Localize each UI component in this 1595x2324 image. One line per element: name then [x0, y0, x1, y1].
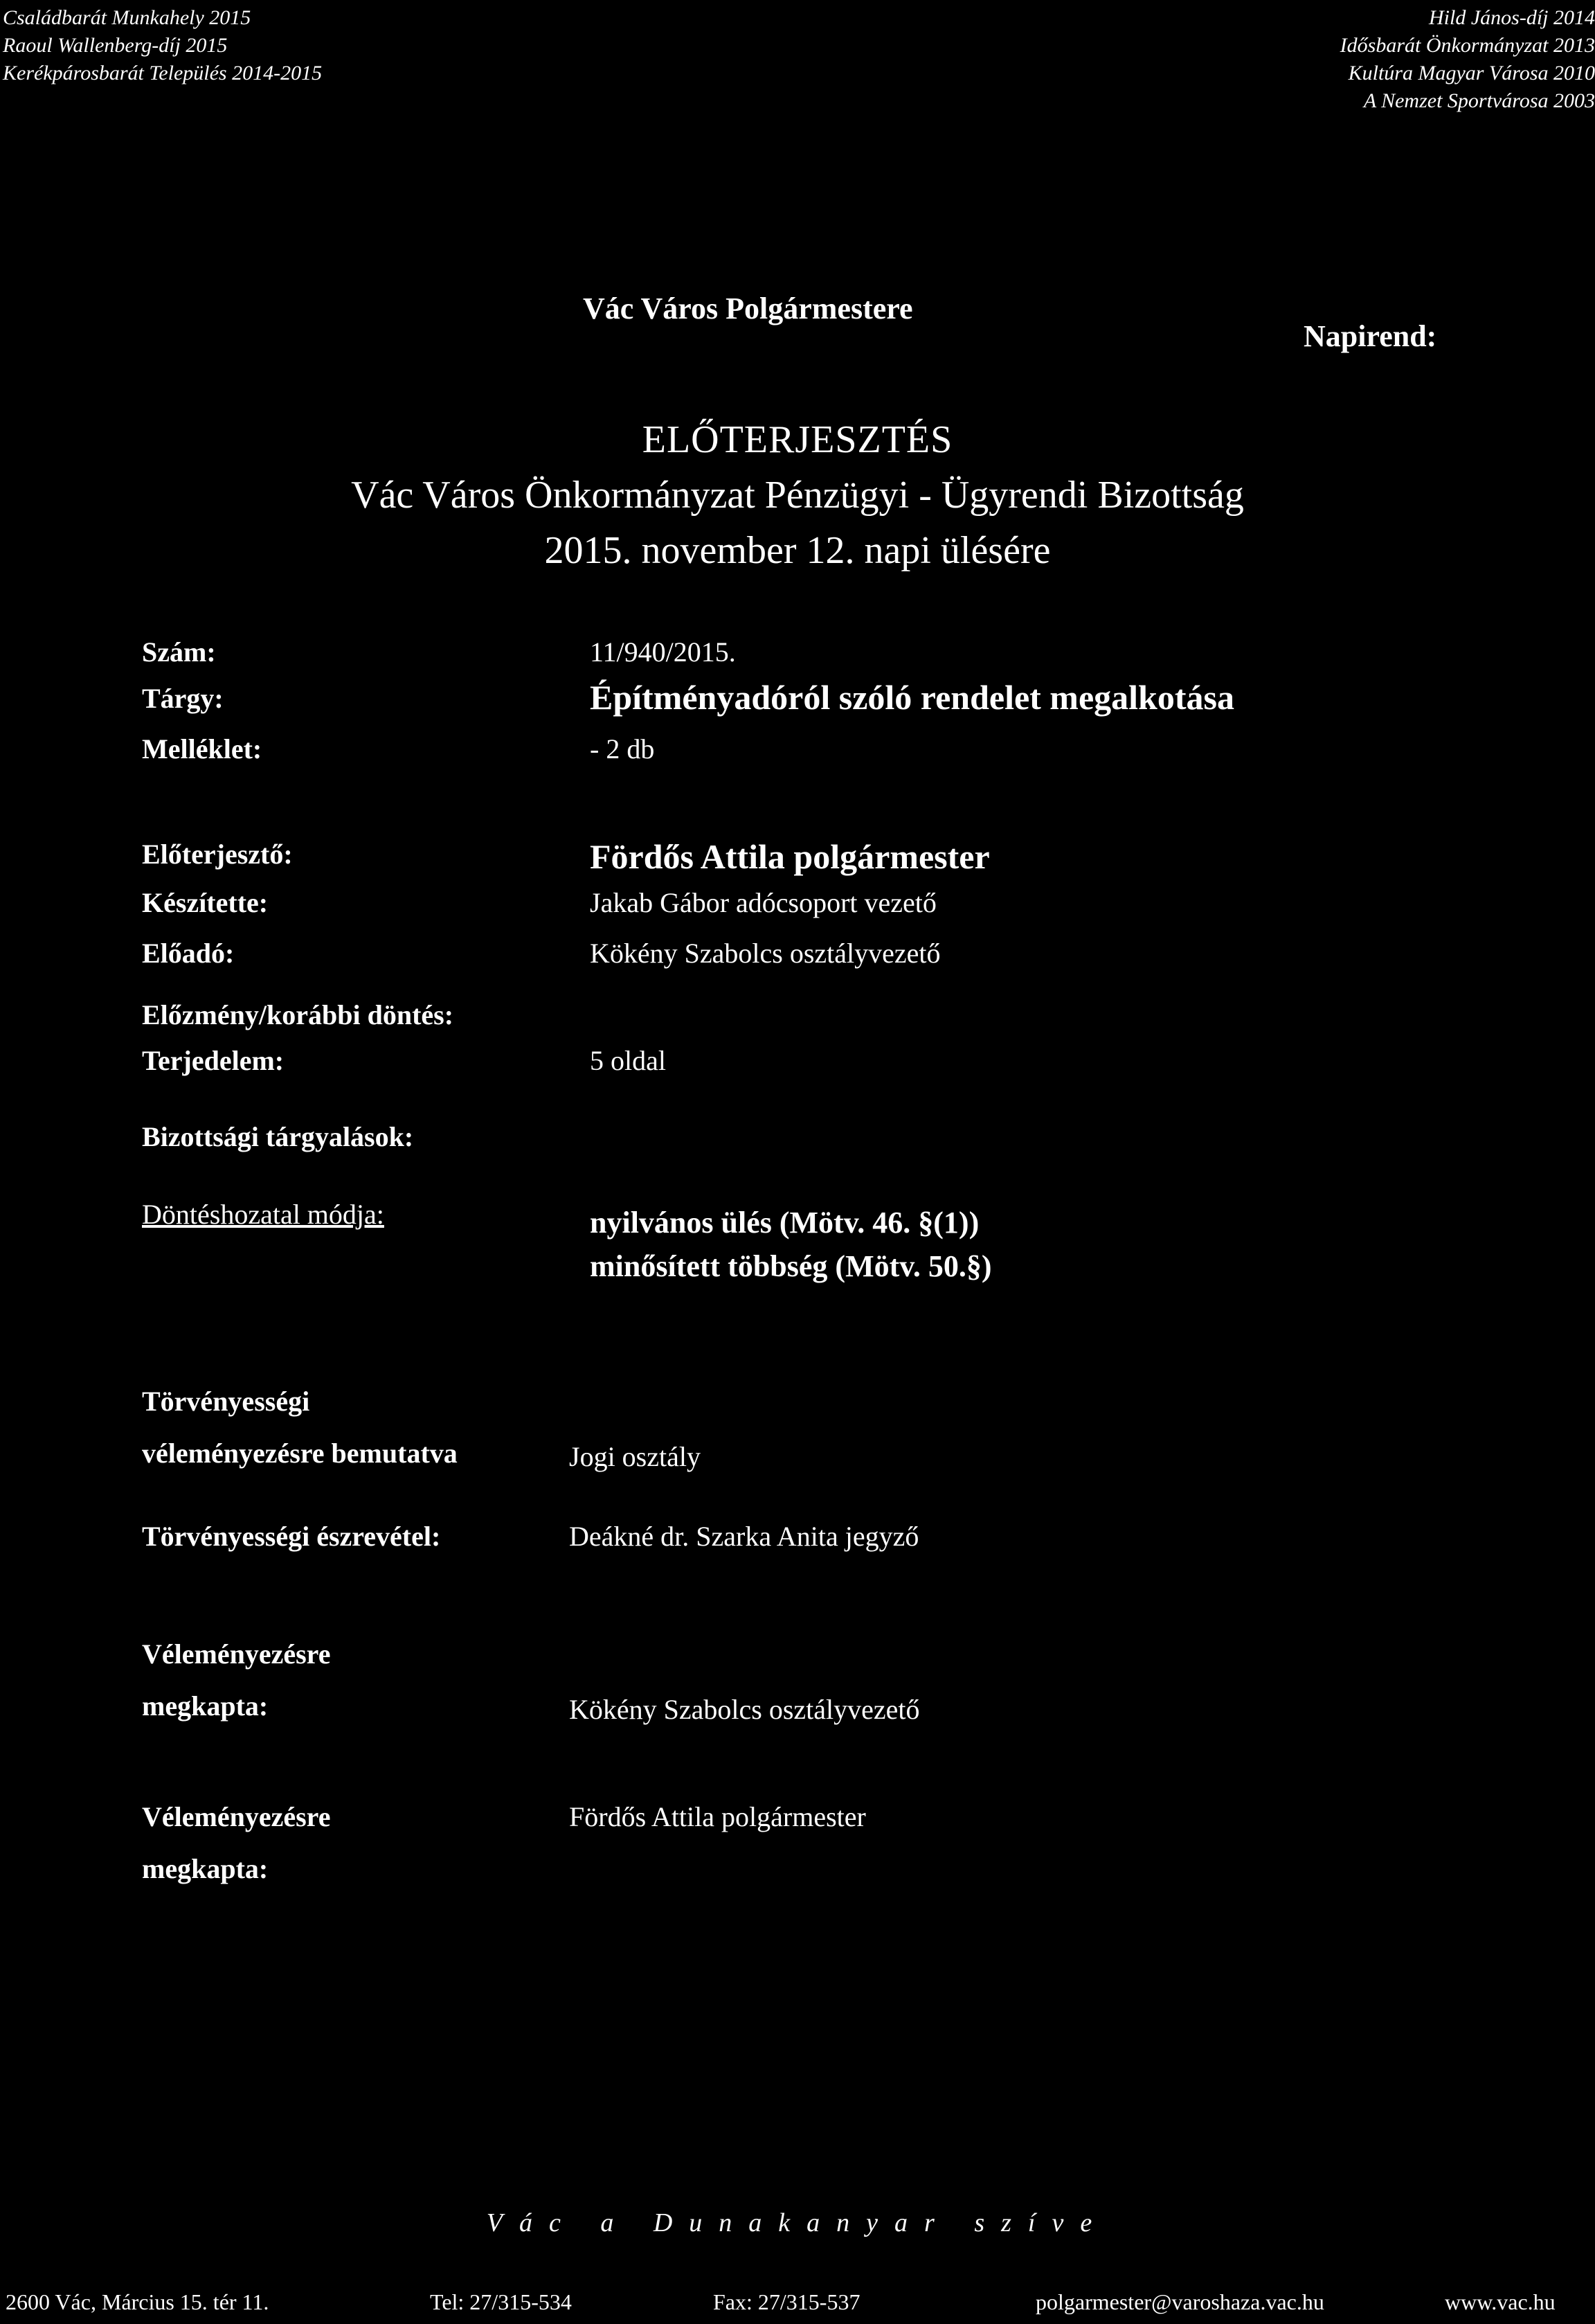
szam-value: 11/940/2015.: [590, 636, 736, 668]
keszitette-value: Jakab Gábor adócsoport vezető: [590, 887, 937, 918]
velemeny2-label-1: Véleményezésre: [142, 1801, 331, 1832]
award-right-3: Kultúra Magyar Városa 2010: [1348, 62, 1595, 84]
awards-left: [3, 4, 322, 87]
terjedelem-value: 5 oldal: [590, 1045, 666, 1076]
szam-label: Szám:: [142, 636, 216, 668]
eloado-label: Előadó:: [142, 938, 235, 969]
elozmeny-label: Előzmény/korábbi döntés:: [142, 999, 454, 1030]
torvenyessegi-label-2: véleményezésre bemutatva: [142, 1438, 458, 1469]
award-left-1: Családbarát Munkahely 2015: [3, 6, 251, 29]
footer-email[interactable]: polgarmester@varoshaza.vac.hu: [1036, 2289, 1324, 2314]
targy-label: Tárgy:: [142, 683, 224, 714]
velemeny2-value: Fördős Attila polgármester: [569, 1801, 866, 1832]
melleklet-label: Melléklet:: [142, 733, 262, 765]
eszrevetel-label: Törvényességi észrevétel:: [142, 1521, 441, 1552]
eloado-value: Kökény Szabolcs osztályvezető: [590, 938, 941, 969]
velemeny1-label-2: megkapta:: [142, 1690, 269, 1722]
velemeny2-label-2: megkapta:: [142, 1853, 269, 1884]
targy-value: Építményadóról szóló rendelet megalkotása: [590, 678, 1234, 717]
melleklet-value: - 2 db: [590, 733, 655, 765]
napirend-label: Napirend:: [1304, 319, 1437, 353]
award-right-1: Hild János-díj 2014: [1429, 6, 1595, 29]
footer-tel: Tel: 27/315-534: [430, 2289, 572, 2314]
torvenyessegi-label-1: Törvényességi: [142, 1386, 310, 1417]
awards-right: [1340, 4, 1595, 115]
award-left-3: Kerékpárosbarát Település 2014-2015: [3, 62, 323, 84]
footer-motto: Vác a Dunakanyar szíve: [486, 2208, 1109, 2237]
title-line-2: Vác Város Önkormányzat Pénzügyi - Ügyrendi Bizottság: [351, 474, 1244, 517]
donteshozatal-label: Döntéshozatal módja:: [142, 1199, 384, 1230]
velemeny1-value: Kökény Szabolcs osztályvezető: [569, 1694, 920, 1725]
document-title: [0, 412, 1595, 578]
footer-web[interactable]: www.vac.hu: [1445, 2289, 1556, 2314]
keszitette-label: Készítette:: [142, 887, 269, 918]
award-right-2: Idősbarát Önkormányzat 2013: [1340, 34, 1595, 57]
award-left-2: Raoul Wallenberg-díj 2015: [3, 34, 228, 57]
eloterjeszto-label: Előterjesztő:: [142, 839, 293, 870]
footer-address: 2600 Vác, Március 15. tér 11.: [6, 2289, 269, 2314]
terjedelem-label: Terjedelem:: [142, 1045, 285, 1076]
torvenyessegi-value: Jogi osztály: [569, 1441, 701, 1472]
sender-title: Vác Város Polgármestere: [583, 292, 913, 325]
donteshozatal-value-2: minősített többség (Mötv. 50.§): [590, 1249, 992, 1283]
velemeny1-label-1: Véleményezésre: [142, 1638, 331, 1670]
bizottsagi-label: Bizottsági tárgyalások:: [142, 1121, 414, 1152]
award-right-4: A Nemzet Sportvárosa 2003: [1363, 89, 1595, 112]
title-line-1: ELŐTERJESZTÉS: [642, 418, 953, 461]
title-line-3: 2015. november 12. napi ülésére: [544, 529, 1051, 572]
eloterjeszto-value: Fördős Attila polgármester: [590, 837, 990, 876]
eszrevetel-value: Deákné dr. Szarka Anita jegyző: [569, 1521, 919, 1552]
footer-fax: Fax: 27/315-537: [713, 2289, 860, 2314]
donteshozatal-value-1: nyilvános ülés (Mötv. 46. §(1)): [590, 1206, 980, 1240]
